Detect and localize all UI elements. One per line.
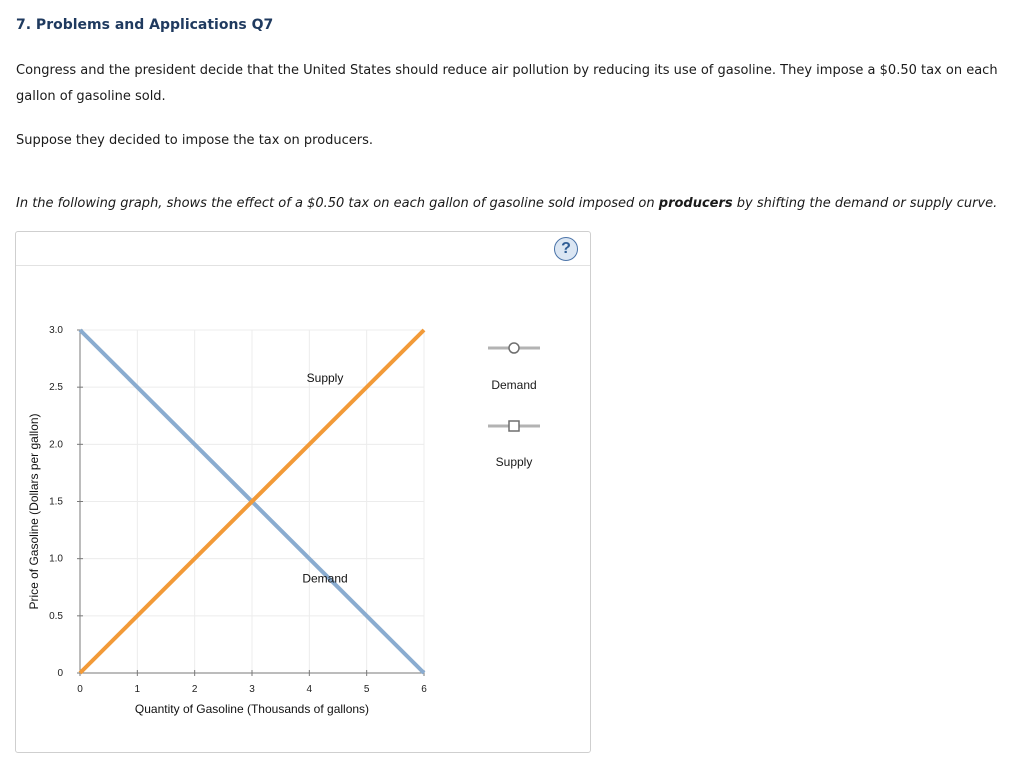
y-tick-label: 3.0 xyxy=(49,325,63,336)
x-tick-label: 3 xyxy=(249,684,255,695)
legend-supply-tool[interactable] xyxy=(479,418,549,469)
x-tick-label: 4 xyxy=(306,684,313,695)
y-tick-label: 2.0 xyxy=(49,439,63,451)
instruction-prefix: In the following graph, shows the effect of a $0.50 tax on each gallon of gasoline sold imposed on xyxy=(16,196,659,211)
graph-panel xyxy=(15,231,591,753)
x-tick-label: 1 xyxy=(134,684,141,695)
help-icon[interactable]: ? xyxy=(554,237,578,261)
y-tick-label: 0 xyxy=(57,668,63,679)
supply-curve-label: Supply xyxy=(306,371,344,386)
question-paragraph-1: Congress and the president decide that the United States should reduce air pollution by reducing its use of gasoline. They impose a $0.50 tax on each gallon of gasoline sold. xyxy=(16,63,998,104)
x-tick-label: 0 xyxy=(77,684,83,695)
demand-curve-label: Demand xyxy=(302,571,348,586)
instruction-suffix: by shifting the demand or supply curve. xyxy=(732,196,998,211)
instruction-emphasis: producers xyxy=(658,196,733,211)
x-tick-label: 2 xyxy=(191,684,198,695)
y-tick-label: 0.5 xyxy=(49,610,63,622)
x-axis-title: Quantity of Gasoline (Thousands of gallons) xyxy=(134,702,370,716)
legend-supply-square-icon[interactable] xyxy=(486,419,542,433)
legend-demand-label: Demand xyxy=(491,378,537,392)
legend-demand-circle-icon[interactable] xyxy=(486,341,542,355)
question-title: 7. Problems and Applications Q7 xyxy=(16,17,274,33)
supply-demand-chart[interactable] xyxy=(16,232,592,754)
x-tick-label: 5 xyxy=(363,684,370,695)
x-tick-label: 6 xyxy=(421,684,427,695)
y-tick-label: 1.5 xyxy=(49,496,63,508)
y-axis-title: Price of Gasoline (Dollars per gallon) xyxy=(27,413,41,610)
legend-supply-label: Supply xyxy=(495,455,533,469)
chart-labels xyxy=(27,325,427,716)
graph-instruction xyxy=(16,191,1006,217)
question-paragraph-2: Suppose they decided to impose the tax on producers. xyxy=(16,133,374,148)
y-tick-label: 1.0 xyxy=(49,553,63,565)
y-tick-label: 2.5 xyxy=(49,382,63,394)
legend-demand-tool[interactable] xyxy=(479,340,549,392)
